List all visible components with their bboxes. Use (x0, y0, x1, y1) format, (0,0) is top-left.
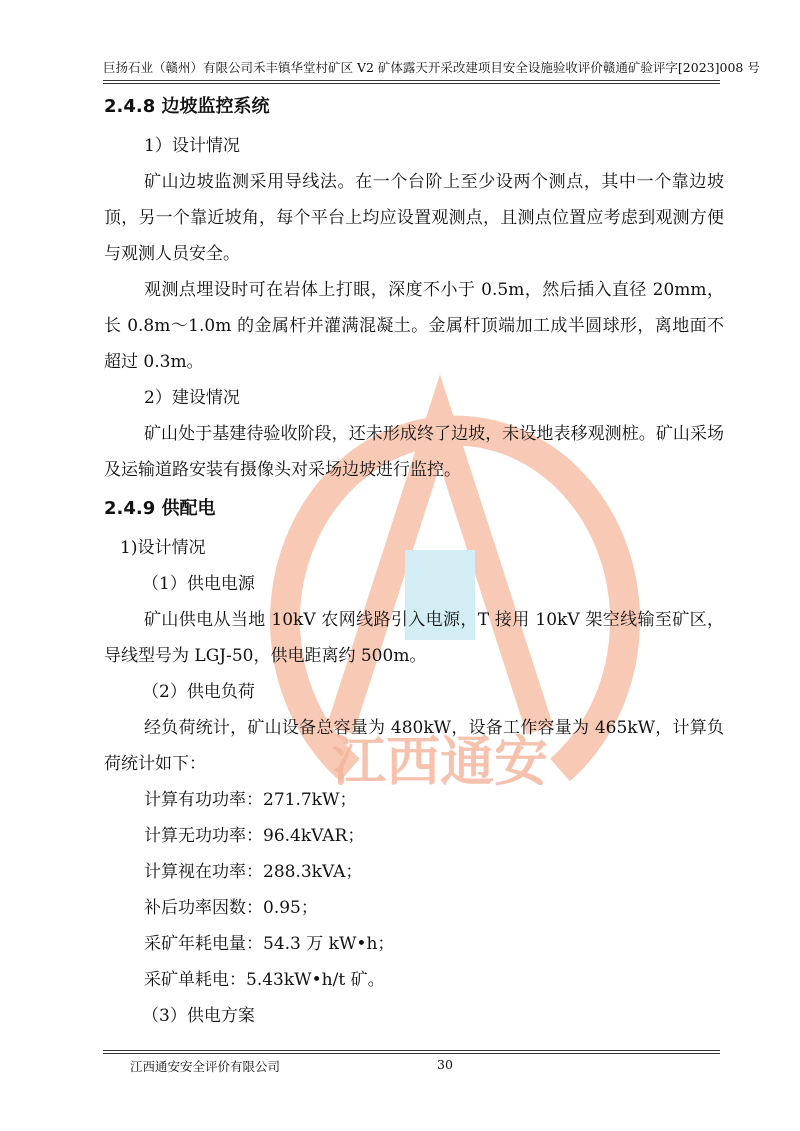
load-line: 采矿单耗电：5.43kW•h/t 矿。 (144, 970, 385, 990)
footer-divider (103, 1050, 720, 1054)
paragraph: 矿山边坡监测采用导线法。在一个台阶上至少设两个测点，其中一个靠边坡顶，另一个靠近坡角，每个平台上均应设置观测点，且测点位置应考虑到观测方便与观测人员安全。 (104, 172, 724, 264)
item-heading: （2）供电负荷 (142, 682, 255, 702)
load-line: 补后功率因数：0.95； (144, 898, 318, 918)
item-heading: （1）供电电源 (142, 574, 255, 594)
section-title-2-4-8: 2.4.8 边坡监控系统 (104, 96, 270, 117)
subheading-design: 1)设计情况 (120, 538, 206, 558)
paragraph: 经负荷统计，矿山设备总容量为 480kW，设备工作容量为 465kW，计算负荷统计如下： (104, 718, 724, 774)
load-line: 计算视在功率：288.3kVA； (144, 862, 363, 882)
load-line: 计算无功功率：96.4kVAR； (144, 826, 365, 846)
document-body (104, 86, 724, 1034)
page-header: 巨扬石业（赣州）有限公司禾丰镇华堂村矿区 V2 矿体露天开采改建项目安全设施验收评价赣通矿验评字[2023]008 号 (103, 60, 760, 75)
paragraph: 矿山供电从当地 10kV 农网线路引入电源，T 接用 10kV 架空线输至矿区，导线型号为 LGJ-50，供电距离约 500m。 (104, 610, 724, 666)
footer-company: 江西通安安全评价有限公司 (130, 1059, 281, 1074)
load-line: 采矿年耗电量：54.3 万 kW•h； (144, 934, 395, 954)
watermark-text: 江西通安 (332, 730, 548, 793)
load-line: 计算有功功率：271.7kW； (144, 790, 357, 810)
section-title-2-4-9: 2.4.9 供配电 (104, 498, 216, 519)
paragraph: 矿山处于基建待验收阶段，还未形成终了边坡，未设地表移观测桩。矿山采场及运输道路安装有摄像头对采场边坡进行监控。 (104, 424, 724, 480)
item-heading: （3）供电方案 (142, 1006, 255, 1026)
page-number: 30 (437, 1057, 453, 1072)
header-divider (103, 80, 720, 84)
paragraph: 观测点埋设时可在岩体上打眼，深度不小于 0.5m，然后插入直径 20mm，长 0.8m～1.0m 的金属杆并灌满混凝土。金属杆顶端加工成半圆球形，离地面不超过 0.3m。 (104, 280, 724, 372)
subheading-design: 1）设计情况 (144, 136, 240, 156)
subheading-construction: 2）建设情况 (144, 388, 240, 408)
